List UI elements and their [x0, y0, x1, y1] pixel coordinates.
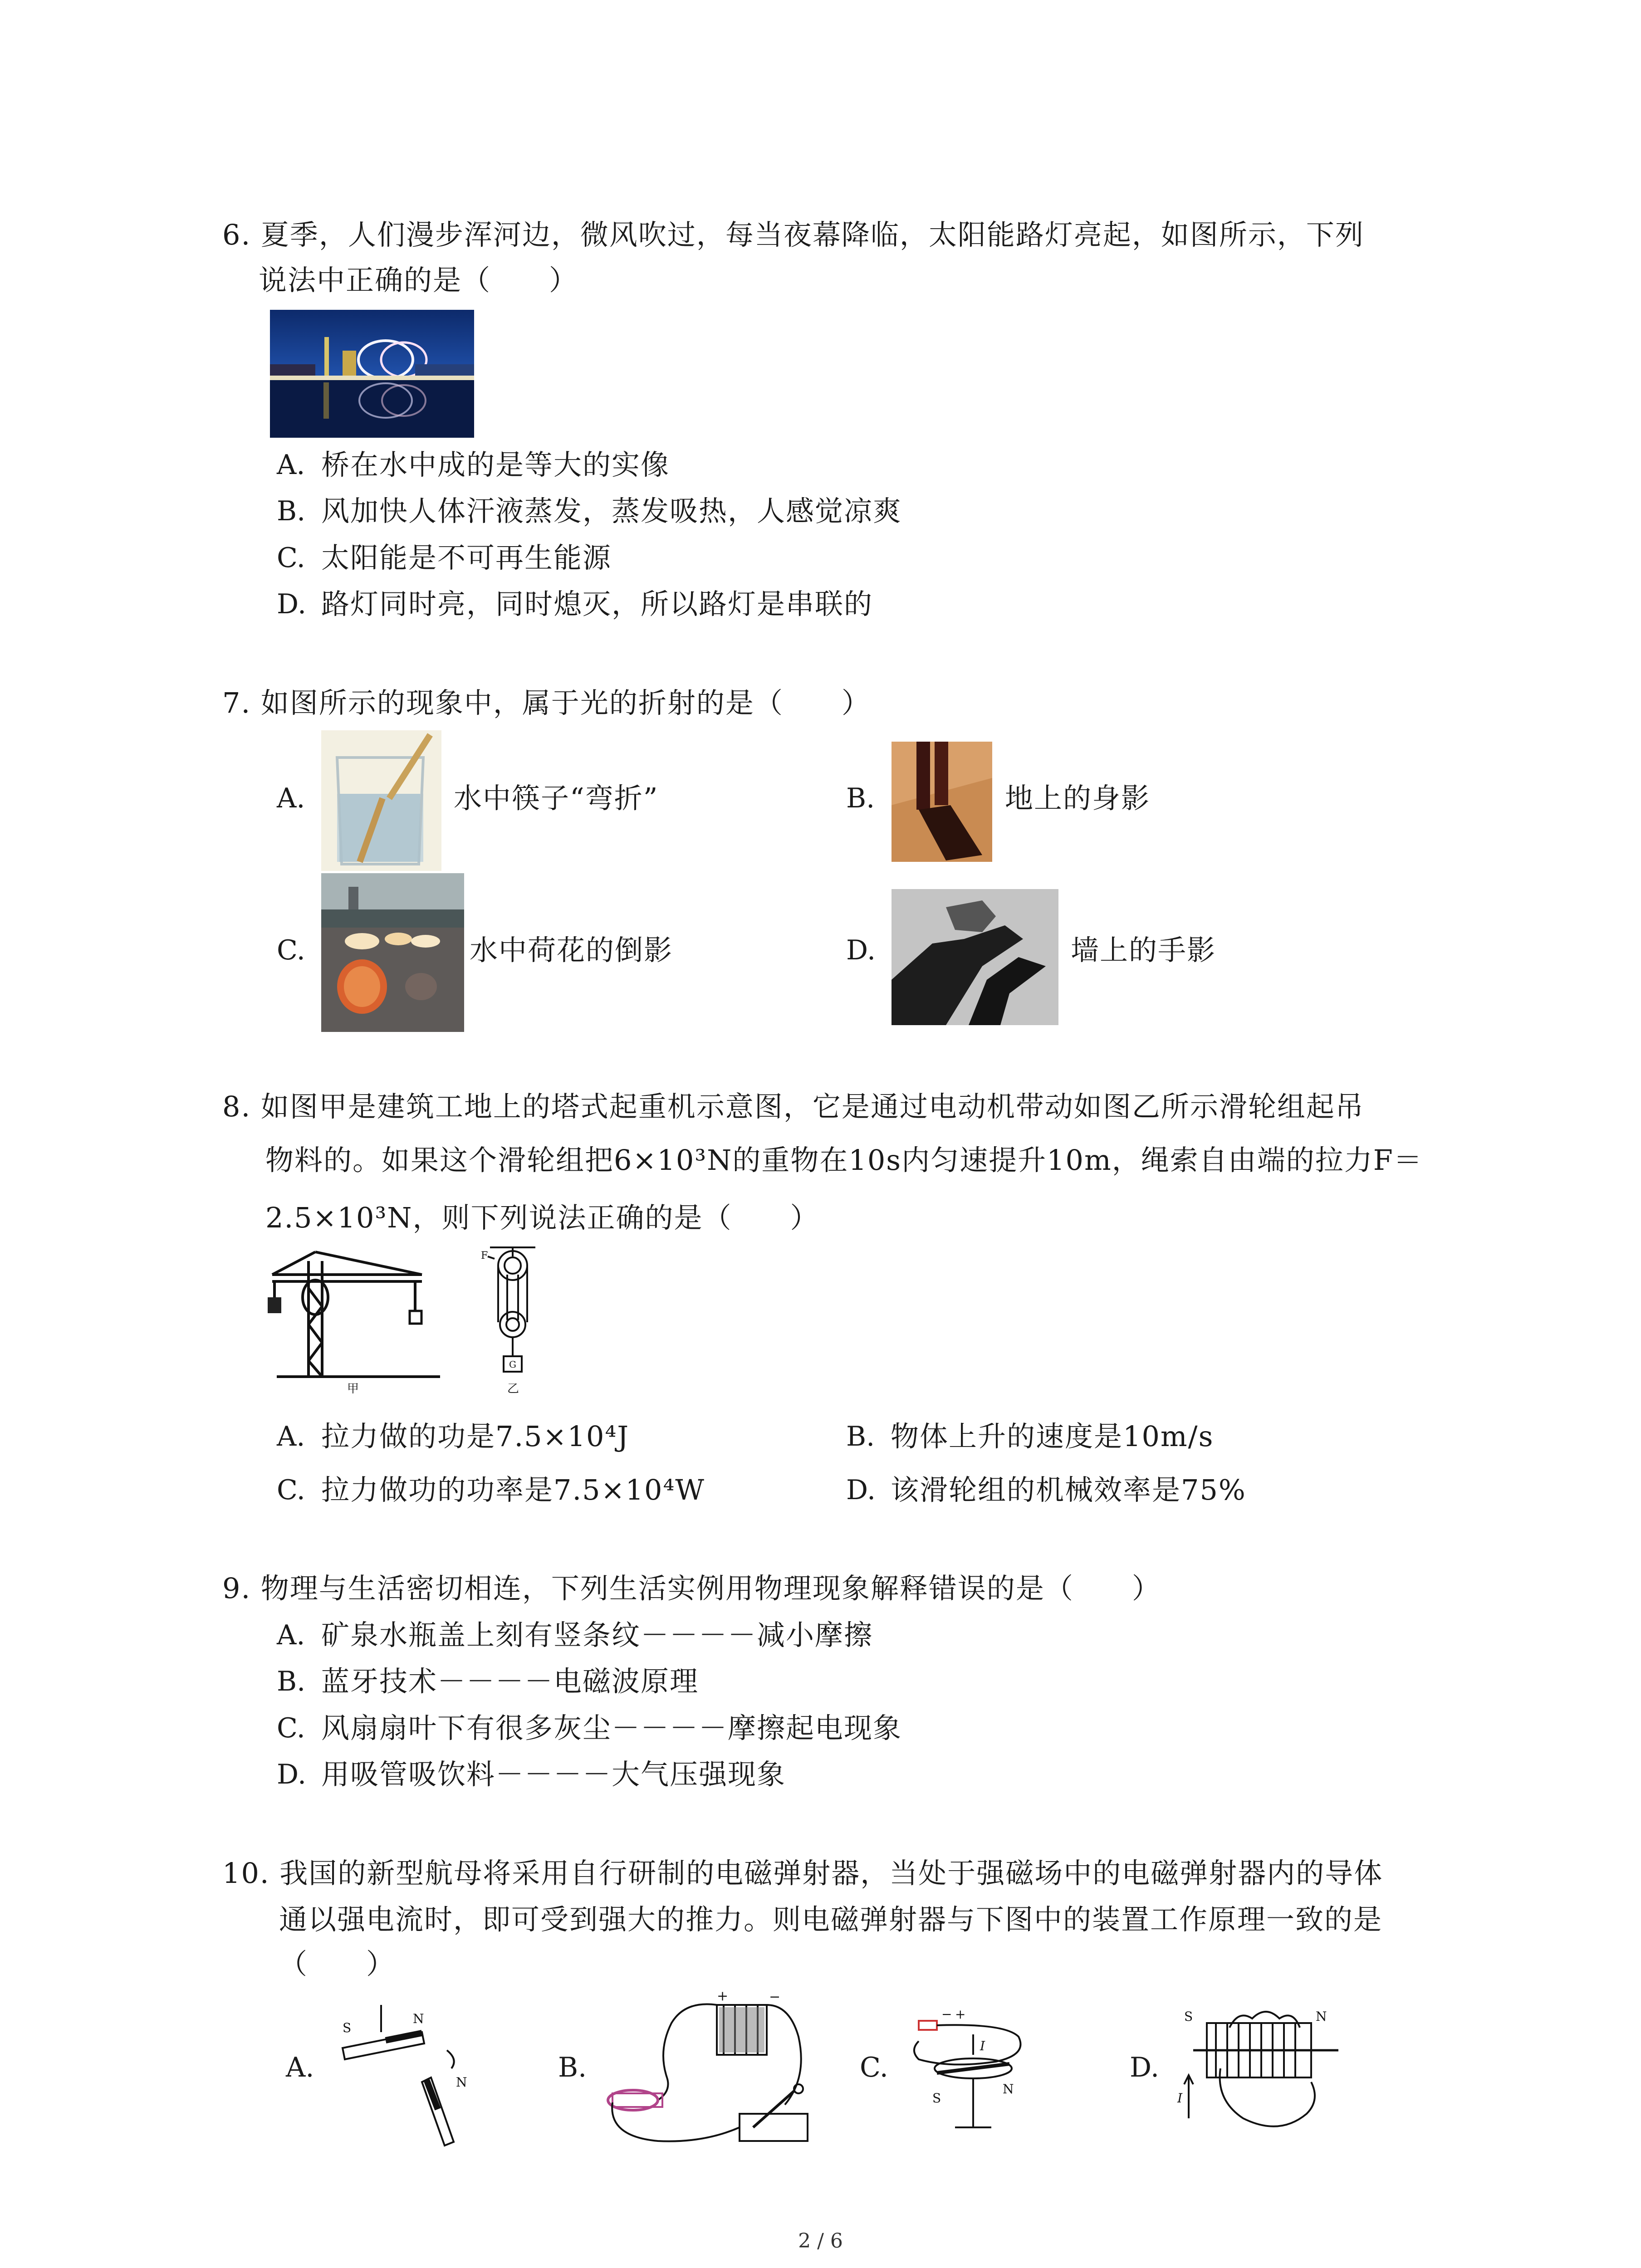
q10-b-label-minus: − [769, 1989, 781, 2005]
q10-stem-line1: 10. 我国的新型航母将采用自行研制的电磁弹射器，当处于强磁场中的电磁弹射器内的导体 [222, 1857, 1383, 1890]
q10-c-label-minus: − [941, 2007, 952, 2022]
q7-option-b-letter: B. [846, 782, 875, 814]
q6-option-b-text: 风加快人体汗液蒸发，蒸发吸热，人感觉凉爽 [321, 494, 902, 528]
q10-stem-line3: （ ） [279, 1947, 396, 1980]
q9-option-c-letter: C. [277, 1712, 305, 1744]
q8-option-b-letter: B. [846, 1421, 875, 1452]
q8-option-b-text: 物体上升的速度是10m/s [891, 1420, 1214, 1453]
q7-chopstick-in-water-photo [321, 730, 441, 871]
q9-option-a-text: 矿泉水瓶盖上刻有竖条纹－－－－减小摩擦 [321, 1618, 873, 1652]
q6-stem-line1: 6. 夏季，人们漫步浑河边，微风吹过，每当夜幕降临，太阳能路灯亮起，如图所示，下列 [222, 218, 1364, 251]
q9-option-c-text: 风扇扇叶下有很多灰尘－－－－摩擦起电现象 [321, 1711, 902, 1745]
q6-option-a-letter: A. [277, 449, 305, 481]
q8-pulley-block-diagram [481, 1243, 544, 1402]
q9-option-d-text: 用吸管吸饮料－－－－大气压强现象 [321, 1758, 786, 1791]
q8-fig-label-jia: 甲 [347, 1382, 359, 1396]
q8-stem-line2: 物料的。如果这个滑轮组把6×10³N的重物在10s内匀速提升10m，绳索自由端的拉力F＝ [265, 1144, 1423, 1177]
q8-fig-label-f: F [481, 1250, 488, 1261]
q10-b-label-plus: + [717, 1988, 729, 2004]
q8-option-c-text: 拉力做功的功率是7.5×10⁴W [321, 1473, 705, 1506]
q10-option-d-solenoid-right-hand-diagram [1175, 2000, 1347, 2146]
q9-option-d-letter: D. [277, 1759, 307, 1790]
q6-option-a-text: 桥在水中成的是等大的实像 [321, 448, 670, 481]
q10-stem-line2: 通以强电流时，即可受到强大的推力。则电磁弹射器与下图中的装置工作原理一致的是 [279, 1903, 1383, 1936]
q7-option-a-text: 水中筷子“弯折” [454, 782, 659, 815]
q7-option-a-letter: A. [277, 782, 305, 814]
q8-tower-crane-diagram [268, 1247, 445, 1397]
q7-option-b-text: 地上的身影 [1005, 782, 1151, 815]
q7-option-c-text: 水中荷花的倒影 [470, 934, 673, 967]
q7-option-d-letter: D. [846, 934, 876, 966]
q10-option-d-letter: D. [1130, 2052, 1160, 2083]
q6-bridge-night-photo [270, 310, 474, 438]
q7-option-d-text: 墙上的手影 [1071, 934, 1216, 967]
q8-stem-line1: 8. 如图甲是建筑工地上的塔式起重机示意图，它是通过电动机带动如图乙所示滑轮组起吊 [222, 1090, 1364, 1123]
q9-stem: 9. 物理与生活密切相连，下列生活实例用物理现象解释错误的是（ ） [222, 1572, 1161, 1605]
q10-option-c-letter: C. [860, 2052, 888, 2083]
q10-d-label-s: S [1184, 2009, 1193, 2024]
q10-c-label-i: I [980, 2038, 985, 2053]
q7-option-c-letter: C. [277, 934, 305, 966]
q9-option-a-letter: A. [277, 1619, 305, 1651]
q8-fig-label-yi: 乙 [507, 1382, 519, 1396]
q6-option-c-letter: C. [277, 542, 305, 574]
q7-hand-shadow-photo [892, 889, 1058, 1025]
q6-option-c-text: 太阳能是不可再生能源 [321, 541, 612, 574]
q6-option-d-text: 路灯同时亮，同时熄灭，所以路灯是串联的 [321, 587, 873, 621]
q10-a-label-n1: N [413, 2011, 424, 2026]
q9-option-b-letter: B. [277, 1666, 306, 1697]
q10-c-label-s: S [932, 2091, 941, 2106]
q10-option-c-oersted-diagram [905, 2005, 1037, 2141]
page-number: 2 / 6 [798, 2229, 843, 2253]
q7-shadow-on-ground-photo [892, 742, 992, 862]
q7-stem: 7. 如图所示的现象中，属于光的折射的是（ ） [222, 686, 871, 719]
q10-option-b-circuit-diagram [603, 1987, 817, 2155]
q8-stem-line3: 2.5×10³N，则下列说法正确的是（ ） [265, 1201, 819, 1234]
q10-a-label-n2: N [456, 2075, 467, 2090]
q6-stem-line2: 说法中正确的是（ ） [259, 264, 578, 297]
q7-lotus-reflection-photo [321, 873, 464, 1032]
q8-option-a-letter: A. [277, 1421, 305, 1452]
q9-option-b-text: 蓝牙技术－－－－电磁波原理 [321, 1665, 699, 1698]
q8-option-d-letter: D. [846, 1474, 876, 1506]
q6-option-b-letter: B. [277, 495, 306, 527]
q10-d-label-i: I [1177, 2091, 1183, 2106]
q10-d-label-n: N [1316, 2009, 1327, 2024]
q10-option-a-compass-magnet-diagram [336, 1996, 485, 2150]
q6-option-d-letter: D. [277, 588, 307, 620]
q8-option-c-letter: C. [277, 1474, 305, 1506]
q10-a-label-s: S [343, 2020, 352, 2035]
q10-c-label-n: N [1003, 2082, 1014, 2097]
q10-option-b-letter: B. [558, 2052, 587, 2083]
q8-option-a-text: 拉力做的功是7.5×10⁴J [321, 1420, 630, 1453]
q10-c-label-plus: + [955, 2007, 966, 2022]
q8-option-d-text: 该滑轮组的机械效率是75% [891, 1473, 1246, 1506]
q8-fig-label-g: G [509, 1359, 516, 1370]
q10-option-a-letter: A. [286, 2052, 314, 2083]
